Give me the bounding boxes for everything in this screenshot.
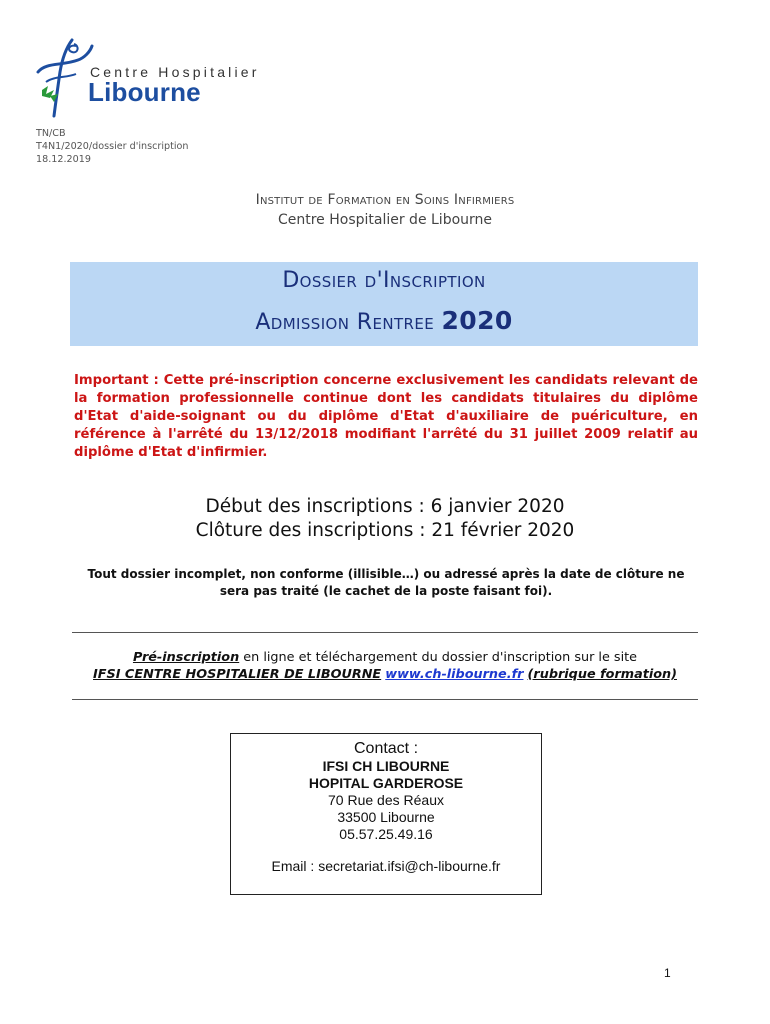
page-number: 1	[664, 966, 671, 980]
logo-line1: Centre Hospitalier	[90, 64, 260, 80]
contact-email[interactable]: Email : secretariat.ifsi@ch-libourne.fr	[271, 858, 501, 874]
institute-title: Institut de Formation en Soins Infirmiers	[255, 192, 515, 208]
contact-phone: 05.57.25.49.16	[339, 826, 433, 842]
site-suffix: (rubrique formation)	[527, 667, 677, 682]
ref-line-3: 18.12.2019	[36, 154, 91, 165]
incomplete-warning: Tout dossier incomplet, non conforme (illisible…) ou adressé après la date de clôture ne sera pas traité (le cachet de la poste faisant foi).	[87, 567, 685, 598]
divider-bottom	[72, 699, 698, 700]
contact-title: Contact :	[353, 740, 419, 757]
site-link[interactable]: www.ch-libourne.fr	[385, 667, 524, 682]
contact-box	[230, 733, 542, 895]
online-line-1	[0, 650, 770, 665]
site-label: IFSI CENTRE HOSPITALIER DE LIBOURNE	[93, 667, 382, 682]
online-text: en ligne et téléchargement du dossier d'inscription sur le site	[239, 650, 638, 665]
pre-inscription-label: Pré-inscription	[132, 650, 240, 665]
ref-line-2: T4N1/2020/dossier d'inscription	[36, 141, 189, 152]
banner-admission: Admission Rentree	[255, 310, 435, 335]
banner-title: Dossier d'Inscription	[282, 268, 486, 293]
start-date: Début des inscriptions : 6 janvier 2020	[205, 496, 565, 517]
logo-line2: Libourne	[88, 77, 201, 107]
important-notice: Important : Cette pré-inscription concerne exclusivement les candidats relevant de la formation professionnelle continue dont les candidats titulaires du diplôme d'Etat d'aide-soignant ou du diplôme d'Etat d'auxiliaire de puériculture, en référence à l'arrêté du 13/12/2018 modifiant l'arrêté du 31 juillet 2009 relatif au diplôme d'Etat d'infirmier.	[74, 373, 698, 460]
end-date: Clôture des inscriptions : 21 février 2020	[195, 520, 575, 541]
banner-subtitle	[70, 306, 698, 335]
contact-org1: IFSI CH LIBOURNE	[322, 758, 450, 774]
contact-org2: HOPITAL GARDEROSE	[308, 775, 464, 791]
divider-top	[72, 632, 698, 633]
contact-city: 33500 Libourne	[337, 809, 435, 825]
contact-street: 70 Rue des Réaux	[328, 792, 444, 808]
title-banner	[70, 262, 698, 346]
institute-subtitle: Centre Hospitalier de Libourne	[277, 212, 493, 228]
banner-year: 2020	[441, 306, 513, 335]
online-line-2	[0, 667, 770, 682]
ref-line-1: TN/CB	[36, 128, 66, 139]
